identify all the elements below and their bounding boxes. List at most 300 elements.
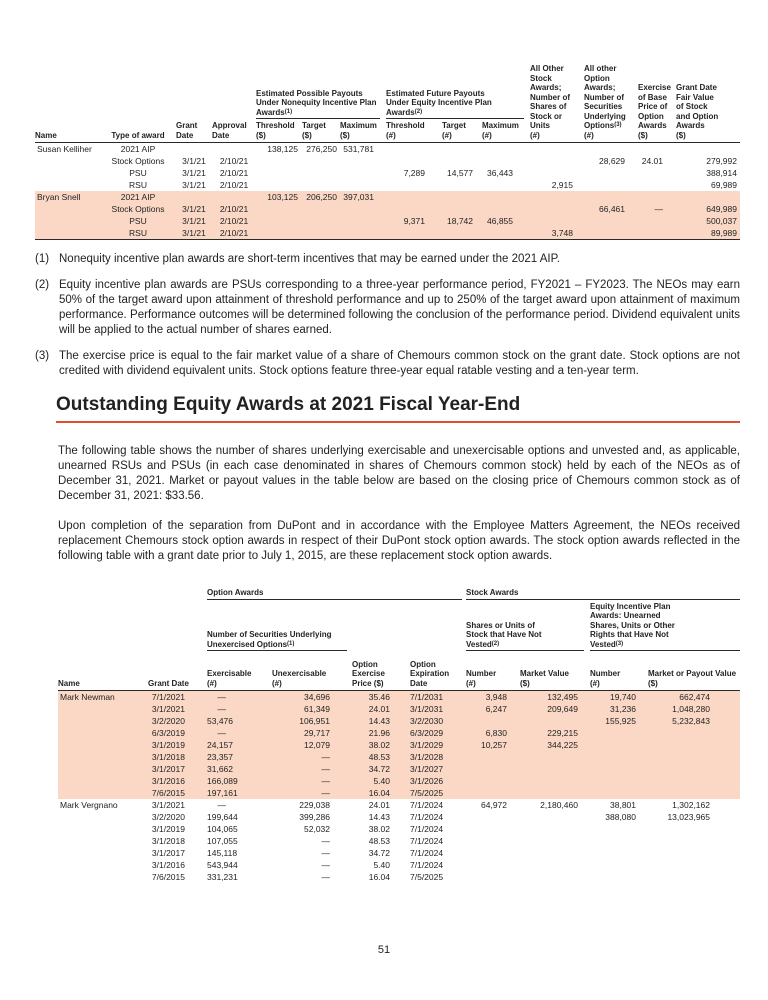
col-header-unexercisable: Unexercisable (#)	[272, 669, 327, 688]
table-row	[35, 203, 740, 215]
table-row	[58, 835, 740, 847]
group-header-nonequity-payouts	[256, 89, 380, 120]
cell: 145,118	[207, 848, 238, 858]
cell: —	[207, 703, 272, 715]
cell	[58, 811, 148, 823]
cell	[442, 179, 482, 191]
cell: 166,089	[207, 775, 272, 787]
cell	[648, 847, 740, 859]
footnote-ref: (1)	[284, 108, 293, 115]
cell	[676, 143, 740, 155]
cell: 38.02	[352, 739, 410, 751]
table-row	[35, 191, 740, 203]
cell: 6/3/2019	[148, 727, 207, 739]
cell: 3/1/2027	[410, 763, 466, 775]
col-header-market-value: Market Value ($)	[520, 669, 569, 688]
cell	[638, 191, 676, 203]
cell	[35, 203, 100, 215]
cell	[520, 847, 590, 859]
cell: 229,215	[520, 727, 590, 739]
cell: 3/1/2028	[410, 751, 466, 763]
cell: 344,225	[520, 739, 590, 751]
table-row	[35, 215, 740, 227]
cell	[590, 727, 648, 739]
cell	[386, 155, 442, 167]
cell	[442, 227, 482, 240]
cell: 229,038	[299, 800, 330, 810]
cell: 103,125	[256, 191, 302, 203]
cell: 3/1/21	[176, 227, 212, 240]
footnote-text: Nonequity incentive plan awards are short-term incentives that may be earned under the 2021 AIP.	[59, 253, 560, 265]
cell: PSU	[100, 215, 176, 227]
cell: 3/2/2020	[148, 715, 207, 727]
cell	[212, 191, 256, 203]
cell	[520, 871, 590, 883]
col-header-option-exercise-price: Option Exercise Price ($)	[352, 659, 385, 688]
cell	[466, 823, 520, 835]
cell	[386, 143, 442, 155]
footnote-text: The exercise price is equal to the fair market value of a share of Chemours common stock on the grant date. Stock options are not credited with dividend equivalent units. Stock options feature three-year equal ratable vesting and a ten-year term.	[59, 350, 740, 377]
cell: 279,992	[706, 156, 737, 166]
cell: 2/10/21	[219, 168, 249, 178]
cell: 138,125	[267, 144, 298, 154]
cell: 2/10/21	[212, 227, 256, 240]
cell: 23,357	[207, 751, 272, 763]
cell: 132,495	[520, 691, 590, 703]
table-row	[58, 727, 740, 739]
cell: —	[272, 787, 352, 799]
cell	[648, 823, 740, 835]
cell	[386, 191, 442, 203]
col-header-stock-number: Number (#)	[466, 669, 497, 688]
cell: 107,055	[207, 836, 238, 846]
cell: 14.43	[352, 715, 410, 727]
cell: 331,231	[207, 872, 238, 882]
cell: 3/1/2021	[151, 800, 185, 810]
table-row	[58, 763, 740, 775]
col-header-grant-date: Grant Date	[148, 678, 189, 688]
cell	[176, 191, 212, 203]
cell: 24.01	[368, 800, 390, 810]
cell: —	[638, 203, 676, 215]
cell: 399,286	[299, 812, 330, 822]
cell: 2/10/21	[219, 156, 249, 166]
cell: 3/1/2031	[410, 703, 466, 715]
cell	[584, 167, 638, 179]
cell: —	[207, 727, 272, 739]
outstanding-table-body-table	[58, 691, 740, 883]
cell	[58, 703, 148, 715]
cell: PSU	[129, 168, 147, 178]
cell: 209,649	[520, 703, 590, 715]
cell: 14.43	[368, 812, 390, 822]
grants-table-body-table	[35, 143, 740, 240]
table-row	[58, 799, 740, 811]
cell: 64,972	[481, 800, 507, 810]
cell	[35, 167, 100, 179]
cell	[466, 811, 520, 823]
col-header-type-of-award: Type of award	[111, 130, 165, 140]
cell	[58, 775, 148, 787]
cell: 3/1/21	[176, 203, 212, 215]
cell: 5.40	[373, 860, 390, 870]
cell: 106,951	[272, 715, 352, 727]
col-header-option-expiration-date: Option Expiration Date	[410, 659, 450, 688]
cell	[648, 859, 740, 871]
cell: Mark Newman	[58, 691, 148, 703]
table-row	[58, 847, 740, 859]
cell: —	[321, 836, 330, 846]
cell: 2021 AIP	[120, 144, 156, 154]
cell: 16.04	[352, 787, 410, 799]
cell	[520, 715, 590, 727]
cell: 52,032	[304, 824, 330, 834]
cell: 2,180,460	[540, 800, 578, 810]
cell	[58, 787, 148, 799]
cell: 1,048,280	[648, 703, 740, 715]
footnote-item	[35, 278, 740, 338]
cell: 531,781	[343, 144, 374, 154]
cell	[520, 811, 590, 823]
group-label: Estimated Future Payouts Under Equity Incentive Plan Awards	[386, 88, 492, 117]
cell	[340, 203, 386, 215]
cell	[35, 155, 100, 167]
cell	[590, 775, 648, 787]
cell: 6,830	[466, 727, 520, 739]
cell: 3/1/2026	[410, 775, 466, 787]
cell: 1,302,162	[672, 800, 710, 810]
cell: 19,740	[590, 691, 648, 703]
cell	[256, 227, 302, 240]
cell: 46,855	[482, 215, 530, 227]
cell	[35, 179, 100, 191]
cell	[35, 227, 100, 240]
cell	[520, 835, 590, 847]
section-heading-block	[56, 394, 740, 423]
cell: 7/1/2024	[410, 836, 444, 846]
cell: 3/1/2019	[148, 739, 207, 751]
cell: 34.72	[368, 848, 390, 858]
cell: 24.01	[641, 156, 663, 166]
cell	[648, 787, 740, 799]
cell	[442, 203, 482, 215]
col-header-target-shares: Target (#)	[442, 121, 466, 140]
table-row	[58, 751, 740, 763]
group-label: Estimated Possible Payouts Under Nonequity Incentive Plan Awards	[256, 88, 377, 117]
cell: 3/1/2017	[148, 763, 207, 775]
cell: 543,944	[207, 860, 238, 870]
cell	[530, 143, 584, 155]
cell: 48.53	[368, 836, 390, 846]
cell: —	[272, 763, 352, 775]
grants-table-header	[35, 56, 740, 143]
cell	[590, 859, 648, 871]
subgroup-header-unexercised-options: Number of Securities Underlying Unexercised Options$^{(1)}$	[207, 630, 347, 651]
footnote-ref: (2)	[491, 640, 500, 647]
cell: 2,915	[551, 180, 573, 190]
cell	[340, 215, 386, 227]
cell: 48.53	[352, 751, 410, 763]
cell	[466, 775, 520, 787]
cell	[590, 763, 648, 775]
col-header-payout-value: Market or Payout Value ($)	[648, 669, 737, 688]
cell: —	[272, 751, 352, 763]
table-row	[58, 703, 740, 715]
cell: —	[321, 860, 330, 870]
subgroup-header-equity-incentive-plan: Equity Incentive Plan Awards: Unearned Shares, Units or Other Rights that Have Not Vested$^{(3)}$	[590, 602, 740, 652]
cell	[466, 715, 520, 727]
cell: 35.46	[352, 691, 410, 703]
cell: 6,247	[466, 703, 520, 715]
cell: 38.02	[368, 824, 390, 834]
col-header-approval-date: Approval Date	[212, 121, 247, 140]
cell	[442, 155, 482, 167]
table-row	[58, 859, 740, 871]
cell	[466, 847, 520, 859]
cell	[256, 167, 302, 179]
cell	[58, 847, 148, 859]
footnote-ref: (3)	[615, 640, 624, 647]
cell	[648, 739, 740, 751]
cell	[256, 155, 302, 167]
cell: 10,257	[466, 739, 520, 751]
cell	[584, 215, 638, 227]
page-number: 51	[377, 944, 391, 956]
cell: 649,989	[676, 203, 740, 215]
cell: 3/2/2030	[410, 715, 466, 727]
cell: 7/6/2015	[151, 872, 185, 882]
cell	[302, 215, 340, 227]
cell	[58, 715, 148, 727]
cell	[466, 751, 520, 763]
cell	[58, 823, 148, 835]
cell: Bryan Snell	[35, 191, 100, 203]
cell: 7,289	[403, 168, 425, 178]
table-row	[58, 715, 740, 727]
cell: 3/1/21	[182, 180, 206, 190]
cell	[256, 215, 302, 227]
footnote-item	[35, 252, 740, 267]
cell	[648, 871, 740, 883]
cell	[482, 191, 530, 203]
cell	[530, 167, 584, 179]
cell: 3/1/21	[182, 156, 206, 166]
table-row	[58, 823, 740, 835]
cell	[676, 191, 740, 203]
footnote-ref: (3)	[614, 122, 622, 128]
cell	[520, 751, 590, 763]
table-row	[35, 155, 740, 167]
cell: 7/1/2021	[148, 691, 207, 703]
cell: 24,157	[207, 739, 272, 751]
cell: 7/1/2024	[410, 860, 444, 870]
cell	[58, 739, 148, 751]
cell	[386, 179, 442, 191]
cell: 61,349	[272, 703, 352, 715]
cell: 3/1/2017	[151, 848, 185, 858]
col-header-name: Name	[58, 678, 80, 688]
cell	[442, 191, 482, 203]
cell	[638, 227, 676, 240]
cell	[302, 179, 340, 191]
cell: 3,948	[466, 691, 520, 703]
cell	[520, 787, 590, 799]
cell	[648, 727, 740, 739]
cell: 3/2/2020	[151, 812, 185, 822]
cell: 34,696	[272, 691, 352, 703]
group-header-stock-awards: Stock Awards	[466, 588, 740, 600]
cell	[520, 775, 590, 787]
cell: 7/5/2025	[410, 787, 466, 799]
cell	[520, 763, 590, 775]
cell: 7/1/2024	[410, 812, 444, 822]
cell	[638, 167, 676, 179]
cell: 53,476	[207, 715, 272, 727]
cell: 7/1/2024	[410, 824, 444, 834]
cell: RSU	[100, 227, 176, 240]
section-heading: Outstanding Equity Awards at 2021 Fiscal Year-End	[56, 394, 521, 415]
cell: 2/10/21	[219, 180, 249, 190]
cell: 2/10/21	[212, 215, 256, 227]
footnote-number: (3)	[35, 350, 50, 362]
cell: 31,236	[590, 703, 648, 715]
cell: 21.96	[352, 727, 410, 739]
group-header-option-awards: Option Awards	[207, 588, 462, 600]
cell	[638, 179, 676, 191]
table-row	[58, 691, 740, 703]
col-header-grant-date: Grant Date	[176, 121, 198, 140]
cell	[340, 167, 386, 179]
cell: 9,371	[386, 215, 442, 227]
cell	[256, 203, 302, 215]
cell	[340, 227, 386, 240]
cell	[530, 191, 584, 203]
cell: 69,989	[711, 180, 737, 190]
cell	[590, 787, 648, 799]
cell	[466, 763, 520, 775]
outstanding-table-body	[58, 691, 740, 883]
cell	[386, 203, 442, 215]
cell: 199,644	[207, 812, 238, 822]
footnote-number: (2)	[35, 279, 50, 291]
cell: 66,461	[584, 203, 638, 215]
table-row	[58, 739, 740, 751]
cell: RSU	[129, 180, 147, 190]
cell	[584, 227, 638, 240]
table-row	[58, 775, 740, 787]
cell	[466, 787, 520, 799]
cell	[482, 179, 530, 191]
cell: 3/1/2016	[151, 860, 185, 870]
cell: —	[321, 872, 330, 882]
cell: 7/6/2015	[148, 787, 207, 799]
cell: 3/1/21	[182, 168, 206, 178]
cell	[638, 215, 676, 227]
cell	[530, 155, 584, 167]
col-header-exercisable: Exercisable (#)	[207, 669, 252, 688]
cell: 18,742	[442, 215, 482, 227]
footnote-number: (1)	[35, 253, 50, 265]
table-row	[35, 167, 740, 179]
col-header-exercise-price: Exercise of Base Price of Option Awards ($)	[638, 83, 671, 140]
cell	[386, 227, 442, 240]
cell: 3/1/2029	[410, 739, 466, 751]
paragraph-dupont-separation: Upon completion of the separation from DuPont and in accordance with the Employee Matters Agreement, the NEOs received replacement Chemours stock option awards in respect of their DuPont stock option awards. The stock option awards reflected in the following table with a grant date prior to July 1, 2015, are these replacement stock option awards.	[58, 520, 740, 562]
cell	[58, 763, 148, 775]
cell: 3/1/2018	[151, 836, 185, 846]
cell: 3/1/2019	[151, 824, 185, 834]
cell: 3/1/2016	[148, 775, 207, 787]
cell	[590, 823, 648, 835]
cell	[590, 871, 648, 883]
col-header-maximum-shares: Maximum (#)	[482, 121, 519, 140]
cell: 3,748	[530, 227, 584, 240]
cell: 12,079	[272, 739, 352, 751]
cell: 388,080	[605, 812, 636, 822]
cell: 24.01	[352, 703, 410, 715]
cell	[302, 227, 340, 240]
cell: —	[321, 848, 330, 858]
cell	[340, 155, 386, 167]
cell	[590, 835, 648, 847]
cell	[520, 859, 590, 871]
footnotes-list	[35, 252, 740, 390]
cell	[256, 179, 302, 191]
col-header-all-other-option-awards: All other Option Awards; Number of Securities Underlying Options$^{(3)}$ (#)	[584, 64, 626, 140]
cell	[530, 215, 584, 227]
cell	[648, 763, 740, 775]
table-row	[35, 143, 740, 155]
cell: 29,717	[272, 727, 352, 739]
table-row	[58, 787, 740, 799]
cell	[58, 859, 148, 871]
cell	[590, 847, 648, 859]
group-header-equity-payouts	[386, 89, 524, 120]
cell	[590, 751, 648, 763]
grants-table-body	[35, 143, 740, 240]
cell: 388,914	[706, 168, 737, 178]
cell: 28,629	[599, 156, 625, 166]
cell	[530, 203, 584, 215]
outstanding-equity-awards-table	[58, 586, 740, 883]
footnote-text: Equity incentive plan awards are PSUs corresponding to a three-year performance period, FY2021 – FY2023. The NEOs may earn 50% of the target award upon attainment of threshold performance and up to 250% of the target award upon attainment of maximum performance. Performance outcomes will be determined following the conclusion of the performance period. Dividend equivalent units will be applied to the actual number of shares earned.	[59, 279, 740, 336]
cell: 89,989	[676, 227, 740, 240]
cell: 7/5/2025	[410, 872, 444, 882]
cell: 662,474	[648, 691, 740, 703]
col-header-threshold-shares: Threshold (#)	[386, 121, 425, 140]
cell	[482, 155, 530, 167]
footnote-ref: (2)	[414, 108, 423, 115]
cell: Stock Options	[111, 156, 165, 166]
cell	[466, 871, 520, 883]
cell: 14,577	[447, 168, 473, 178]
cell	[58, 751, 148, 763]
cell	[212, 143, 256, 155]
cell: 34.72	[352, 763, 410, 775]
cell	[638, 143, 676, 155]
cell	[302, 155, 340, 167]
grants-of-plan-based-awards-table	[35, 56, 740, 240]
cell	[58, 835, 148, 847]
table-row	[35, 179, 740, 191]
cell: 31,662	[207, 763, 272, 775]
cell	[302, 167, 340, 179]
cell: 276,250	[306, 144, 337, 154]
cell: 3/1/2018	[148, 751, 207, 763]
cell	[648, 835, 740, 847]
cell: 16.04	[368, 872, 390, 882]
cell: 2021 AIP	[100, 191, 176, 203]
